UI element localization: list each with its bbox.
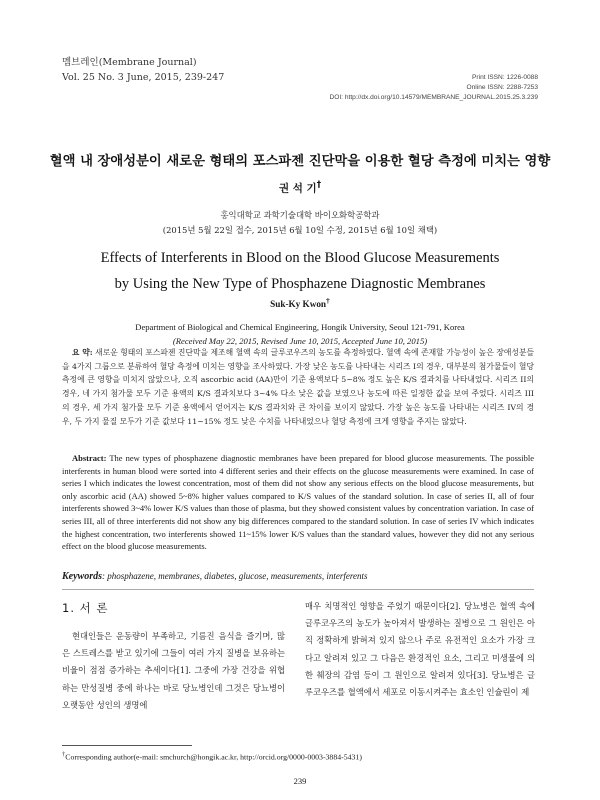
- english-title-line1: Effects of Interferents in Blood on the Blood Glucose Measurements: [100, 250, 500, 266]
- korean-dates: (2015년 5월 22일 접수, 2015년 6월 10일 수정, 2015년 6월 10일 채택): [162, 225, 438, 235]
- english-author: [0, 296, 600, 309]
- english-affiliation: Department of Biological and Chemical Engineering, Hongik University, Seoul 121-791, Korea: [135, 322, 465, 332]
- keywords-line: [62, 571, 534, 582]
- journal-name: 멤브레인(Membrane Journal): [62, 57, 197, 68]
- page-number: 239: [293, 776, 307, 786]
- english-abstract-text: The new types of phosphazene diagnostic membranes have been prepared for blood glucose measurements. The possible interferents in human blood were sorted into 4 different series and their effects on the glucose measurements were examined. In case of series I which indicates the lowest concentration, most of them did not show any serious effects on the blood glucose measurements, but only ascorbic acid (AA) showed 5~8% higher values compared to K/S values of the standard solution. In case of series II, all of four interferents showed 3~4% lower K/S values than those of plasma, but they showed consistent values by concentration variation. In case of series III, all of three interferents did not show any big differences compared to the standard solution. In case of series IV which indicates the highest concentration, two interferents showed 11~15% lower K/S values than the standard values, however they did not any serious effect on the blood glucose measurements.: [62, 453, 534, 552]
- section-heading: 1. 서 론: [62, 601, 109, 615]
- journal-header: [62, 55, 224, 85]
- korean-abstract: [62, 346, 534, 428]
- english-dates: (Received May 22, 2015, Revised June 10, 2015, Accepted June 10, 2015): [172, 336, 428, 346]
- footnote-text: Corresponding author(e-mail: smchurch@hongik.ac.kr, http://orcid.org/0000-0003-3884-5431): [65, 752, 362, 762]
- print-issn: Print ISSN: 1226-0088: [472, 74, 538, 81]
- korean-affiliation: 홍익대학교 과학기술대학 바이오화학공학과: [220, 210, 380, 220]
- english-affiliation-block: [0, 320, 600, 348]
- english-abstract: [62, 452, 534, 553]
- english-title: [0, 245, 600, 297]
- korean-abstract-text: 새로운 형태의 포스파젠 진단막을 제조해 혈액 속의 글루코우즈의 농도를 측정하였다. 혈액 속에 존재할 가능성이 높은 장애성분들을 4가지 그룹으로 분류하여 혈당 측정에 미치는 영향을 조사하였다. 가장 낮은 농도를 나타내는 시리즈 I의 경우, 대부분의 첨가물들이 혈당 측정에 큰 영향을 미치지 않았으나, 오직 ascorbic acid (AA)만이 기준 용액보다 5~8% 정도 높은 K/S 결과치를 나타내었다. 시리즈 II의 경우, 네 가지 첨가물 모두 기준 용액의 K/S 결과치보다 3~4% 다소 낮은 값을 보였으나 농도에 따른 일정한 값을 보여 주었다. 시리즈 III의 경우, 세 가지 첨가물 모두 기준 용액에서 얻어지는 K/S 결과치와 큰 차이를 보이지 않았다. 가장 높은 농도를 나타내는 시리즈 IV의 경우, 두 가지 물질 모두가 기준 값보다 11~15% 정도 낮은 수치를 나타내었으나 혈당 측정에 크게 영향을 주지는 않았다.: [62, 348, 535, 426]
- english-abstract-label: Abstract:: [72, 453, 107, 463]
- volume-line: Vol. 25 No. 3 June, 2015, 239-247: [62, 72, 225, 83]
- english-corresponding-mark: †: [326, 296, 330, 305]
- keywords-text: : phosphazene, membranes, diabetes, glucose, measurements, interferents: [102, 571, 368, 581]
- footnote-divider: [62, 745, 192, 746]
- footnote-mark: †: [62, 751, 66, 758]
- issn-doi-block: [208, 73, 538, 103]
- doi-link[interactable]: DOI: http://dx.doi.org/10.14579/MEMBRANE_JOURNAL.2015.25.3.239: [329, 94, 538, 101]
- online-issn: Online ISSN: 2288-7253: [466, 84, 538, 91]
- korean-title: 혈액 내 장애성분이 새로운 형태의 포스파젠 진단막을 이용한 혈당 측정에 미치는 영향: [49, 154, 551, 169]
- footnote: [62, 751, 362, 762]
- keywords-label: Keywords: [62, 571, 102, 582]
- body-column-right: 매우 치명적인 영향을 주었기 때문이다[2]. 당뇨병은 혈액 속에 글루코우즈의 농도가 높아져서 발생하는 질병으로 그 원인은 아직 정확하게 밝혀져 있지 않으나 주로 유전적인 요소가 가장 크다고 알려져 있고 그 다음은 환경적인 요소, 그리고 미생물에 의한 췌장의 감염 등이 그 원인으로 알려져 있다[3]. 당뇨병은 글루코우즈를 혈액에서 세포로 이동시켜주는 효소인 인슐린이 제: [305, 601, 535, 698]
- korean-affiliation-block: [0, 208, 600, 238]
- section-divider: [62, 589, 534, 590]
- korean-abstract-label: 요 약:: [72, 348, 93, 357]
- corresponding-mark: †: [316, 180, 322, 190]
- korean-author-name: 권 석 기: [278, 182, 317, 195]
- korean-author: [0, 180, 600, 196]
- english-author-name: Suk-Ky Kwon: [270, 299, 327, 310]
- english-title-line2: by Using the New Type of Phosphazene Diagnostic Membranes: [114, 276, 486, 292]
- body-column-left: 현대인들은 운동량이 부족하고, 기름진 음식을 즐기며, 많은 스트레스를 받고 있기에 그들이 여러 가지 질병을 보유하는 비율이 점점 증가하는 추세이다[1]. 그중에 가장 건강을 위협하는 만성질병 중에 하나는 바로 당뇨병인데 그것은 당뇨병이 오랫동안 성인의 생명에: [62, 631, 285, 710]
